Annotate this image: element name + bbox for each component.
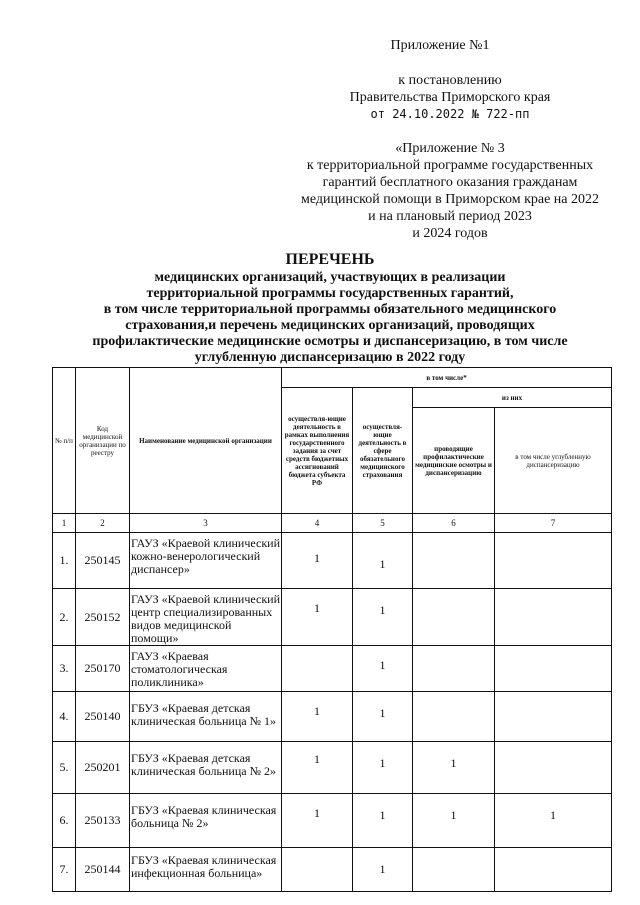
row-number: 2. (53, 589, 76, 646)
table-row (53, 589, 612, 646)
title-line2: территориальной программы государственных гарантий, (146, 286, 514, 301)
row-name: ГБУЗ «Краевая клиническая больница № 2» (130, 794, 282, 848)
title-line6: углубленную диспансеризацию в 2022 году (194, 350, 466, 365)
appendix3-line5: и на плановый период 2023 (368, 209, 532, 224)
row-name: ГБУЗ «Краевая клиническая инфекционная больница» (130, 848, 282, 892)
row-prof (413, 848, 495, 892)
table-row (53, 848, 612, 892)
row-number: 6. (53, 794, 76, 848)
column-numbers-row (53, 514, 612, 533)
appendix3-line6: и 2024 годов (412, 226, 488, 241)
row-deep (495, 848, 612, 892)
table-row (53, 692, 612, 742)
col-number: 6 (413, 514, 495, 533)
row-budget: 1 (282, 794, 353, 848)
table-row (53, 794, 612, 848)
col-header-including: в том числе* (282, 368, 612, 388)
row-prof: 1 (413, 794, 495, 848)
row-code: 250140 (76, 692, 130, 742)
row-number: 7. (53, 848, 76, 892)
row-oms: 1 (353, 692, 413, 742)
row-prof (413, 692, 495, 742)
row-budget: 1 (282, 692, 353, 742)
row-prof (413, 533, 495, 589)
row-code: 250201 (76, 742, 130, 794)
row-name: ГБУЗ «Краевая детская клиническая больница № 2» (130, 742, 282, 794)
list-heading: ПЕРЕЧЕНЬ (285, 251, 375, 268)
col-header-deep: в том числе углубленную диспансеризацию (495, 408, 612, 514)
table-row (53, 646, 612, 692)
row-name: ГАУЗ «Краевой клинический кожно-венерологический диспансер» (130, 533, 282, 589)
row-code: 250145 (76, 533, 130, 589)
medical-organizations-table (52, 367, 612, 892)
col-header-budget: осуществля-ющие деятельность в рамках выполнения государственного задания за счет средств бюджетных ассигнований бюджета субъекта РФ (282, 388, 353, 514)
row-code: 250144 (76, 848, 130, 892)
title-line1: медицинских организаций, участвующих в реализации (154, 270, 506, 285)
col-number: 5 (353, 514, 413, 533)
row-budget: 1 (282, 533, 353, 589)
col-header-num: № п/п (53, 368, 76, 514)
col-header-code: Код медицинской организации по реестру (76, 368, 130, 514)
row-code: 250170 (76, 646, 130, 692)
row-name: ГАУЗ «Краевой клинический центр специализированных видов медицинской помощи» (130, 589, 282, 646)
row-number: 3. (53, 646, 76, 692)
appendix3-line3: гарантий бесплатного оказания гражданам (322, 175, 578, 190)
row-deep (495, 533, 612, 589)
row-code: 250133 (76, 794, 130, 848)
row-prof (413, 646, 495, 692)
row-oms: 1 (353, 533, 413, 589)
date-line: от 24.10.2022 № 722-пп (370, 107, 530, 121)
row-code: 250152 (76, 589, 130, 646)
row-deep: 1 (495, 794, 612, 848)
col-number: 7 (495, 514, 612, 533)
appendix3-line4: медицинской помощи в Приморском крае на 2022 (300, 192, 600, 207)
col-number: 1 (53, 514, 76, 533)
row-deep (495, 742, 612, 794)
row-oms: 1 (353, 589, 413, 646)
row-prof: 1 (413, 742, 495, 794)
appendix3-line1: «Приложение № 3 (395, 141, 505, 156)
col-header-oms: осуществля-ющие деятельность в сфере обязательного медицинского страхования (353, 388, 413, 514)
row-budget: 1 (282, 589, 353, 646)
title-line3: в том числе территориальной программы обязательного медицинского (103, 302, 557, 317)
row-number: 5. (53, 742, 76, 794)
title-line5: профилактические медицинские осмотры и диспансеризацию, в том числе (92, 334, 568, 349)
table-row (53, 742, 612, 794)
row-name: ГАУЗ «Краевая стоматологическая поликлиника» (130, 646, 282, 692)
row-number: 1. (53, 533, 76, 589)
row-deep (495, 692, 612, 742)
col-header-prof: проводящие профилактические медицинские осмотры и диспансеризацию (413, 408, 495, 514)
row-name: ГБУЗ «Краевая детская клиническая больница № 1» (130, 692, 282, 742)
row-budget: 1 (282, 742, 353, 794)
government-label: Правительства Приморского края (349, 90, 551, 105)
row-deep (495, 589, 612, 646)
row-oms: 1 (353, 742, 413, 794)
table-row (53, 533, 612, 589)
row-oms: 1 (353, 848, 413, 892)
appendix3-line2: к территориальной программе государственных (306, 158, 594, 173)
row-deep (495, 646, 612, 692)
col-header-name: Наименование медицинской организации (130, 368, 282, 514)
row-oms: 1 (353, 646, 413, 692)
resolution-label: к постановлению (398, 73, 502, 88)
col-number: 3 (130, 514, 282, 533)
col-number: 2 (76, 514, 130, 533)
col-number: 4 (282, 514, 353, 533)
row-budget (282, 848, 353, 892)
row-oms: 1 (353, 794, 413, 848)
appendix1-label: Приложение №1 (390, 38, 490, 53)
row-budget (282, 646, 353, 692)
title-line4: страхования,и перечень медицинских организаций, проводящих (125, 318, 535, 333)
col-header-of-them: из них (413, 388, 612, 408)
row-prof (413, 589, 495, 646)
row-number: 4. (53, 692, 76, 742)
